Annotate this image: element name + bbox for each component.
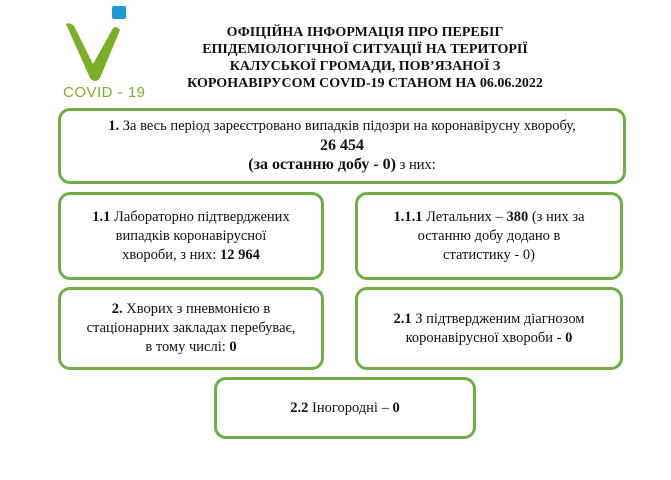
confirmed-diagnosis-value: 0 bbox=[565, 329, 573, 346]
lab-confirmed-value: 12 964 bbox=[220, 246, 260, 263]
page-title bbox=[150, 24, 580, 92]
v-checkmark-icon bbox=[60, 6, 140, 86]
item-number: 1. bbox=[108, 118, 120, 134]
total-suspected-box bbox=[58, 108, 626, 184]
covid-logo bbox=[60, 6, 150, 106]
confirmed-diagnosis-label: З підтвердженим діагнозом bbox=[411, 310, 585, 327]
title-line-1: ОФІЦІЙНА ІНФОРМАЦІЯ ПРО ПЕРЕБІГ bbox=[226, 25, 504, 40]
pneumonia-box bbox=[58, 287, 324, 370]
title-line-3: КАЛУСЬКОЇ ГРОМАДИ, ПОВ’ЯЗАНОЇ З bbox=[229, 59, 501, 74]
pneumonia-label-2: стаціонарних закладах перебуває, bbox=[86, 320, 296, 336]
lab-confirmed-box bbox=[58, 192, 324, 280]
deaths-value: 380 bbox=[506, 208, 529, 225]
item-number: 2.1 bbox=[393, 310, 412, 327]
deaths-note: (з них за bbox=[528, 208, 585, 225]
item-number: 2. bbox=[111, 301, 123, 317]
deaths-note-2: останню добу додано в bbox=[417, 227, 561, 244]
suffix-text: з них: bbox=[395, 157, 436, 173]
nonresidents-box bbox=[214, 377, 476, 439]
deaths-box bbox=[355, 192, 623, 280]
pneumonia-label: Хворих з пневмонією в bbox=[122, 301, 271, 317]
nonresidents-value: 0 bbox=[392, 399, 400, 416]
lab-confirmed-label-3: хвороби, з них: bbox=[122, 246, 221, 263]
title-line-4: КОРОНАВІРУСОМ COVID-19 СТАНОМ НА 06.06.2022 bbox=[187, 76, 543, 91]
lab-confirmed-label: Лабораторно підтверджених bbox=[110, 208, 290, 225]
title-line-2: ЕПІДЕМІОЛОГІЧНОЇ СИТУАЦІЇ НА ТЕРИТОРІЇ bbox=[202, 42, 528, 57]
total-value: 26 454 bbox=[320, 137, 364, 154]
deaths-note-3: статистику - 0) bbox=[443, 246, 535, 263]
last-day-value: (за останню добу - 0) bbox=[248, 156, 396, 173]
nonresidents-label: Іногородні – bbox=[308, 399, 393, 416]
pneumonia-label-3: в тому числі: bbox=[145, 339, 230, 355]
item-number: 2.2 bbox=[290, 399, 309, 416]
logo-caption: COVID - 19 bbox=[63, 84, 146, 101]
deaths-label: Летальних – bbox=[422, 208, 507, 225]
total-description: За весь період зареєстровано випадків підозри на коронавірусну хворобу, bbox=[119, 118, 576, 134]
confirmed-diagnosis-label-2: коронавірусної хвороби - bbox=[405, 329, 566, 346]
lab-confirmed-label-2: випадків коронавірусної bbox=[115, 227, 267, 244]
item-number: 1.1.1 bbox=[393, 208, 423, 225]
confirmed-diagnosis-box bbox=[355, 287, 623, 370]
item-number: 1.1 bbox=[92, 208, 111, 225]
pneumonia-value: 0 bbox=[229, 339, 237, 355]
